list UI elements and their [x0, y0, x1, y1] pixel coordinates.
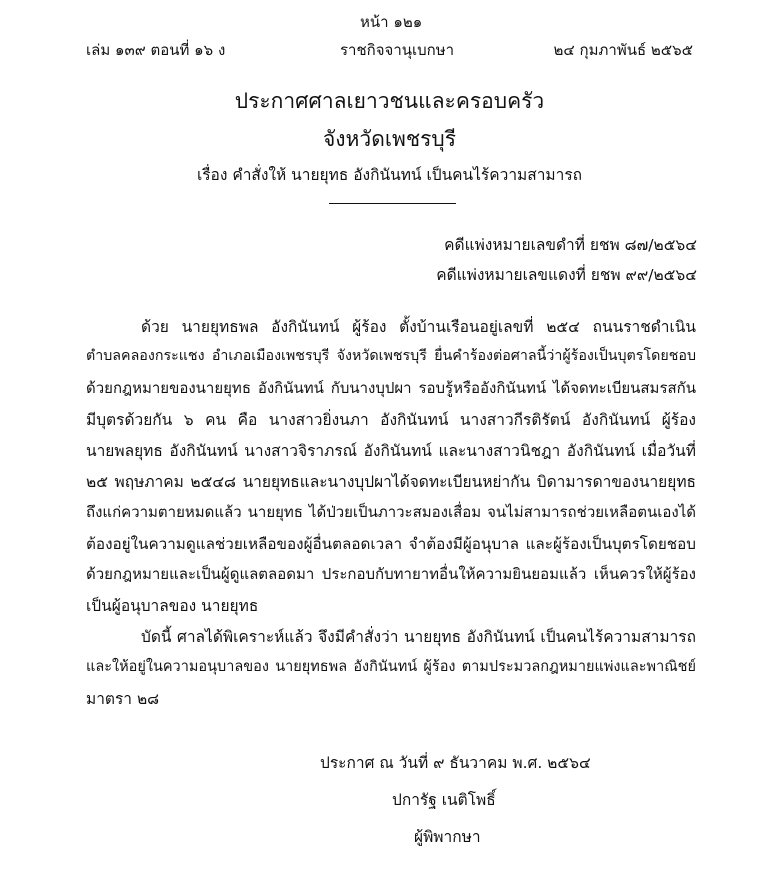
paragraph-line: ต้องอยู่ในความดูแลช่วยเหลือของผู้อื่นตลอดเวลา จำต้องมีผู้อนุบาล และผู้ร้องเป็นบุตรโดยชอบ — [86, 535, 696, 553]
paragraph-line: ด้วยกฎหมายของนายยุทธ อังกินันทน์ กับนางบุปผา รอบรู้หรืออังกินันทน์ ได้จดทะเบียนสมรสกัน — [86, 379, 696, 397]
paragraph-line: ตำบลคลองกระแชง อำเภอเมืองเพชรบุรี จังหวัดเพชรบุรี ยื่นคำร้องต่อศาลนี้ว่าผู้ร้องเป็นบุตรโดยชอบ — [86, 348, 696, 364]
paragraph-line: ๒๕ พฤษภาคม ๒๕๔๘ นายยุทธและนางบุปผาได้จดทะเบียนหย่ากัน บิดามารดาของนายยุทธ — [86, 473, 696, 491]
announcement-date: ประกาศ ณ วันที่ ๙ ธันวาคม พ.ศ. ๒๕๖๔ — [320, 754, 591, 772]
judge-name: ปการัฐ เนติโพธิ์ — [392, 791, 496, 809]
subject-line: เรื่อง คำสั่งให้ นายยุทธ อังกินันทน์ เป็นคนไร้ความสามารถ — [196, 166, 583, 184]
paragraph-line: บัดนี้ ศาลได้พิเคราะห์แล้ว จึงมีคำสั่งว่า นายยุทธ อังกินันทน์ เป็นคนไร้ความสามารถ — [141, 628, 696, 646]
page-title: ประกาศศาลเยาวชนและครอบครัว — [234, 89, 545, 113]
paragraph-line: ด้วย นายยุทธพล อังกินันทน์ ผู้ร้อง ตั้งบ้านเรือนอยู่เลขที่ ๒๕๔ ถนนราชดำเนิน — [141, 318, 696, 336]
judge-position: ผู้พิพากษา — [414, 828, 481, 846]
red-case-number: คดีแพ่งหมายเลขแดงที่ ยชพ ๙๙/๒๕๖๔ — [436, 266, 697, 284]
title-divider — [329, 203, 456, 204]
paragraph-line: มาตรา ๒๘ — [86, 690, 160, 708]
paragraph-line: ด้วยกฎหมายและเป็นผู้ดูแลตลอดมา ประกอบกับทายาทอื่นให้ความยินยอมแล้ว เห็นควรให้ผู้ร้อง — [86, 565, 696, 583]
province-title: จังหวัดเพชรบุรี — [323, 127, 456, 151]
paragraph-line: เป็นผู้อนุบาลของ นายยุทธ — [86, 597, 259, 615]
volume-issue: เล่ม ๑๓๙ ตอนที่ ๑๖ ง — [86, 41, 226, 59]
paragraph-line: นายพลยุทธ อังกินันทน์ นางสาวจิราภรณ์ อังกินันทน์ และนางสาวนิชฎา อังกินันทน์ เมื่อวันที่ — [86, 442, 696, 460]
black-case-number: คดีแพ่งหมายเลขดำที่ ยชพ ๘๗/๒๕๖๔ — [444, 236, 697, 254]
publication-date: ๒๔ กุมภาพันธ์ ๒๕๖๕ — [553, 41, 693, 59]
paragraph-line: มีบุตรด้วยกัน ๖ คน คือ นางสาวยิ่งนภา อังกินันทน์ นางสาวกีรติรัตน์ อังกินันทน์ ผู้ร้อง — [86, 411, 696, 429]
paragraph-line: ถึงแก่ความตายหมดแล้ว นายยุทธ ได้ป่วยเป็นภาวะสมองเสื่อม จนไม่สามารถช่วยเหลือตนเองได้ — [86, 503, 696, 521]
page-number: หน้า ๑๒๑ — [360, 13, 423, 31]
gazette-name: ราชกิจจานุเบกษา — [340, 41, 455, 59]
paragraph-line: และให้อยู่ในความอนุบาลของ นายยุทธพล อังกินันทน์ ผู้ร้อง ตามประมวลกฎหมายแพ่งและพาณิชย์ — [86, 659, 696, 675]
